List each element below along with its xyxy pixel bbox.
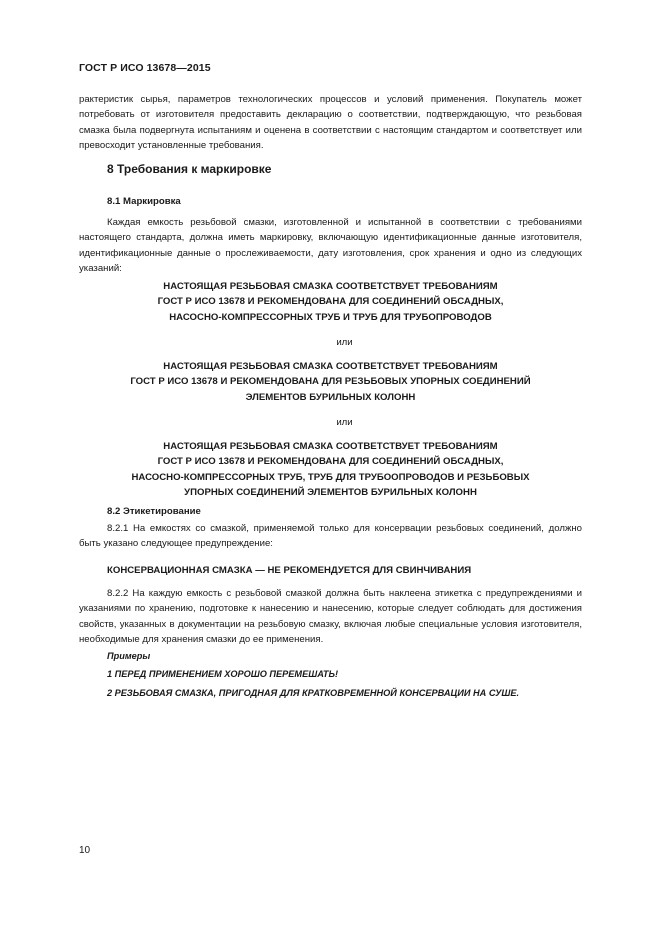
or-separator: или [336,337,353,348]
statement-line: ГОСТ Р ИСО 13678 И РЕКОМЕНДОВАНА ДЛЯ СОЕДИНЕНИЙ ОБСАДНЫХ, [157,456,504,468]
statement-line: НАСОСНО-КОМПРЕССОРНЫХ ТРУБ, ТРУБ ДЛЯ ТРУБООПРОВОДОВ И РЕЗЬБОВЫХ [131,471,530,483]
intro-paragraph: рактеристик сырья, параметров технологических процессов и условий применения. Покупатель может потребовать от изготовителя предоставить декларацию о соответствии, подтверждающую, что резьбовая смазка была подвергнута испытаниям и оценена в соответствии с настоящим стандартом и соответствует или превосходит установленные требования. [79,94,582,152]
or-separator: или [336,417,353,428]
examples-heading: Примеры [107,651,151,661]
subsection-heading-8-1: 8.1 Маркировка [107,196,181,207]
paragraph-8-2-2: 8.2.2 На каждую емкость с резьбовой смазкой должна быть наклеена этикетка с предупреждениями и указаниями по хранению, подготовке к нанесению и нанесению, которые следует соблюдать для достижения свойств, указанных в документации на резьбовую смазку, включая любые специальные условия изготовителя, необходимые для хранения смазки до ее применения. [79,588,582,646]
statement-line: УПОРНЫХ СОЕДИНЕНИЙ ЭЛЕМЕНТОВ БУРИЛЬНЫХ КОЛОНН [184,487,477,499]
section-heading: 8 Требования к маркировке [107,162,272,176]
statement-line: НАСТОЯЩАЯ РЕЗЬБОВАЯ СМАЗКА СООТВЕТСТВУЕТ ТРЕБОВАНИЯМ [163,441,498,452]
statement-line: НАСОСНО-КОМПРЕССОРНЫХ ТРУБ И ТРУБ ДЛЯ ТРУБОПРОВОДОВ [169,311,492,323]
marking-paragraph: Каждая емкость резьбовой смазки, изготовленной и испытанной в соответствии с требованиями настоящего стандарта, должна иметь маркировку, включающую идентификационные данные изготовителя, идентификационные данные о прослеживаемости, дату изготовления, срок хранения и одно из следующих указаний: [79,217,582,275]
page-number: 10 [79,845,91,856]
paragraph-8-2-1: 8.2.1 На емкостях со смазкой, применяемой только для консервации резьбовых соединений, должно быть указано следующее предупреждение: [79,523,582,550]
statement-line: ГОСТ Р ИСО 13678 И РЕКОМЕНДОВАНА ДЛЯ СОЕДИНЕНИЙ ОБСАДНЫХ, [157,296,504,308]
statement-line: НАСТОЯЩАЯ РЕЗЬБОВАЯ СМАЗКА СООТВЕТСТВУЕТ ТРЕБОВАНИЯМ [163,281,498,292]
example-item-1: 1 ПЕРЕД ПРИМЕНЕНИЕМ ХОРОШО ПЕРЕМЕШАТЬ! [107,669,339,679]
example-item-2: 2 РЕЗЬБОВАЯ СМАЗКА, ПРИГОДНАЯ ДЛЯ КРАТКОВРЕМЕННОЙ КОНСЕРВАЦИИ НА СУШЕ. [107,688,520,698]
marking-statement-1 [79,279,582,325]
marking-statement-2 [79,359,582,405]
page-header: ГОСТ Р ИСО 13678—2015 [79,62,211,74]
conservation-warning: КОНСЕРВАЦИОННАЯ СМАЗКА — НЕ РЕКОМЕНДУЕТСЯ ДЛЯ СВИНЧИВАНИЯ [107,565,472,576]
subsection-heading-8-2: 8.2 Этикетирование [107,506,201,517]
statement-line: НАСТОЯЩАЯ РЕЗЬБОВАЯ СМАЗКА СООТВЕТСТВУЕТ ТРЕБОВАНИЯМ [163,361,498,372]
statement-line: ГОСТ Р ИСО 13678 И РЕКОМЕНДОВАНА ДЛЯ РЕЗЬБОВЫХ УПОРНЫХ СОЕДИНЕНИЙ [130,376,531,388]
statement-line: ЭЛЕМЕНТОВ БУРИЛЬНЫХ КОЛОНН [245,391,416,403]
marking-statement-3 [79,439,582,501]
